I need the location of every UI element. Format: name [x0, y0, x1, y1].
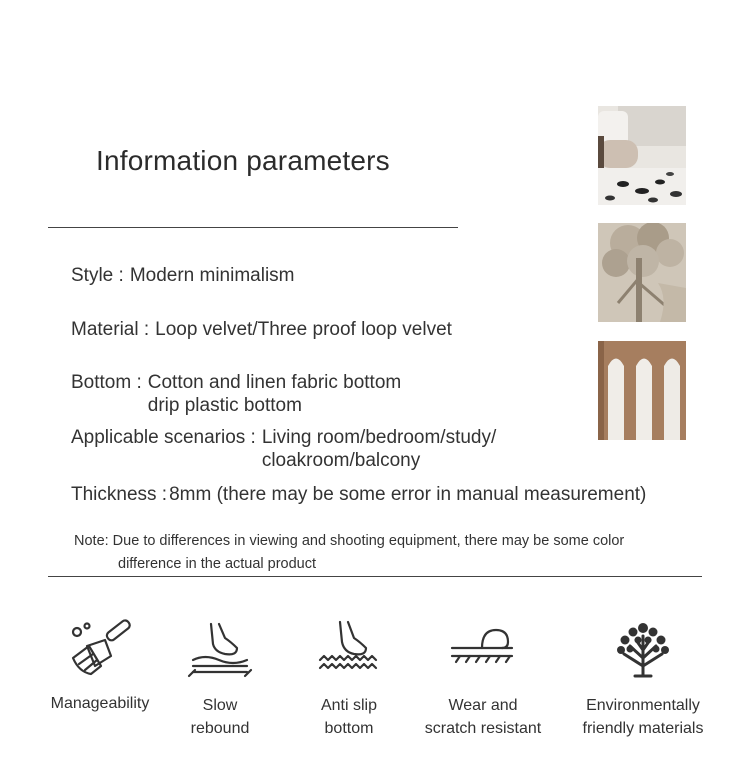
feature-label: Slow rebound	[190, 697, 250, 737]
feature-eco-friendly	[568, 618, 718, 740]
feature-label: Anti slip bottom	[320, 697, 378, 737]
foot-grip-icon	[314, 618, 384, 680]
note	[74, 530, 694, 576]
param-style	[71, 264, 295, 287]
param-value: 8mm (there may be some error in manual measurement)	[169, 484, 647, 505]
feature-slow-rebound	[145, 618, 295, 740]
param-scenarios	[71, 426, 496, 472]
param-label: Material :	[71, 319, 150, 340]
param-value: Modern minimalism	[129, 265, 295, 286]
param-label: Bottom :	[71, 372, 142, 393]
note-line-2: difference in the actual product	[118, 556, 317, 572]
feature-label: Environmentally friendly materials	[582, 697, 704, 737]
note-line-1: Note: Due to differences in viewing and shooting equipment, there may be some color	[74, 533, 625, 549]
param-bottom	[71, 371, 401, 417]
param-thickness	[71, 483, 646, 506]
param-label: Style :	[71, 265, 124, 286]
arched-windows-photo	[598, 341, 686, 440]
feature-label: Wear and scratch resistant	[424, 697, 542, 737]
rug-living-room-photo	[598, 106, 686, 205]
wear-surface-icon	[448, 618, 518, 680]
title-divider	[48, 227, 458, 228]
section-divider	[48, 576, 702, 577]
tree-wall-photo	[598, 223, 686, 322]
tree-icon	[608, 618, 678, 680]
feature-label: Manageability	[50, 695, 150, 712]
param-label: Applicable scenarios :	[71, 427, 256, 448]
param-value: Cotton and linen fabric bottom drip plastic bottom	[147, 372, 402, 416]
param-value: Loop velvet/Three proof loop velvet	[155, 319, 452, 340]
param-label: Thickness :	[71, 484, 168, 505]
param-value: Living room/bedroom/study/ cloakroom/balcony	[261, 427, 497, 471]
page-title: Information parameters	[96, 145, 390, 176]
foot-cushion-icon	[185, 618, 255, 680]
param-material	[71, 318, 452, 341]
feature-wear-resistant	[408, 618, 558, 740]
broom-icon	[65, 618, 135, 678]
feature-anti-slip	[274, 618, 424, 740]
